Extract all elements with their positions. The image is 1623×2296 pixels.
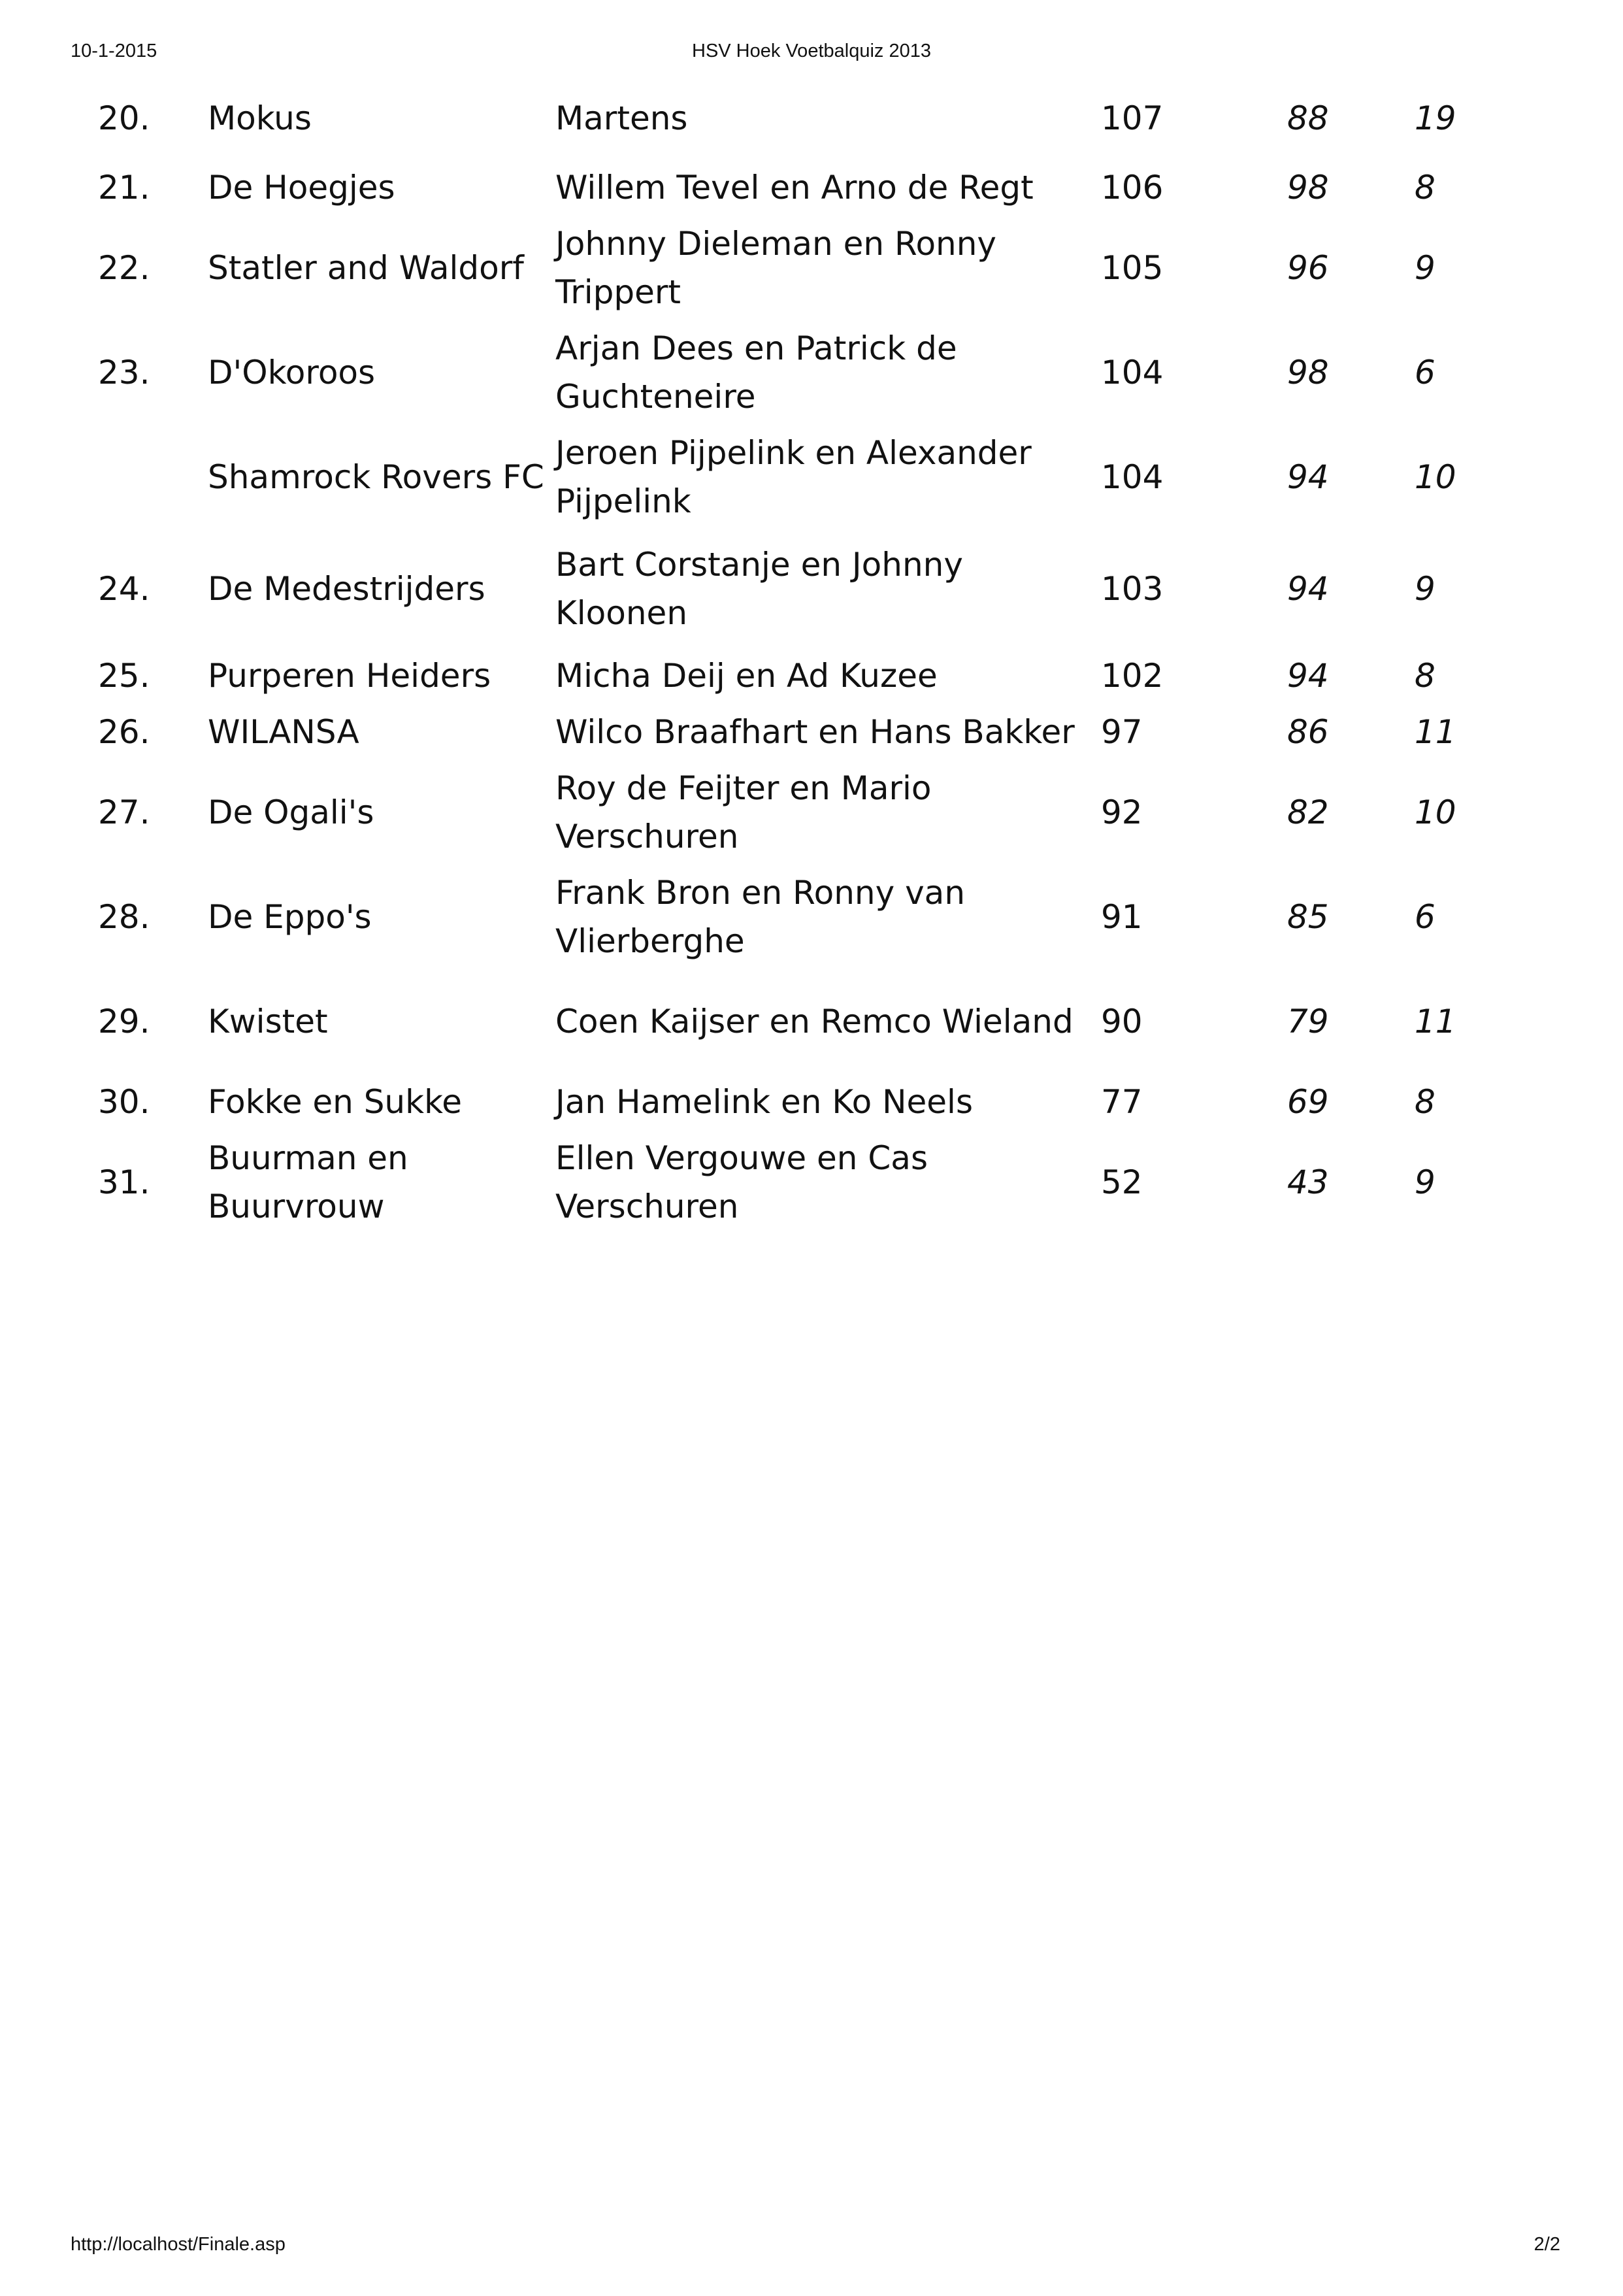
table-row	[0, 704, 1623, 760]
rank-cell: 30.	[98, 1083, 150, 1121]
table-row	[0, 648, 1623, 704]
team-cell: De Hoegjes	[208, 169, 395, 207]
page-title: HSV Hoek Voetbalquiz 2013	[692, 41, 931, 61]
table-row	[0, 529, 1623, 648]
rank-cell: 25.	[98, 657, 150, 695]
players-cell: Ellen Vergouwe en Cas Verschuren	[555, 1139, 928, 1225]
players-cell: Frank Bron en Ronny van Vlierberghe	[555, 874, 966, 960]
players-cell: Martens	[555, 99, 688, 137]
rank-cell: 29.	[98, 1003, 150, 1040]
total-cell: 52	[1101, 1163, 1143, 1201]
score-b-cell: 9	[1415, 249, 1435, 287]
team-cell: Mokus	[208, 99, 312, 137]
table-row	[0, 320, 1623, 425]
score-b-cell: 10	[1415, 458, 1456, 496]
total-cell: 90	[1101, 1003, 1143, 1040]
total-cell: 91	[1101, 898, 1143, 936]
players-cell: Roy de Feijter en Mario Verschuren	[555, 769, 932, 856]
print-date: 10-1-2015	[71, 41, 157, 61]
total-cell: 107	[1101, 99, 1164, 137]
score-a-cell: 85	[1287, 898, 1329, 936]
players-cell: Wilco Braafhart en Hans Bakker	[555, 713, 1075, 751]
team-cell: Shamrock Rovers FC	[208, 458, 544, 496]
score-a-cell: 88	[1287, 99, 1329, 137]
score-a-cell: 96	[1287, 249, 1329, 287]
page-number: 2/2	[1533, 2234, 1560, 2255]
score-b-cell: 6	[1415, 898, 1435, 936]
table-row	[0, 865, 1623, 969]
score-a-cell: 43	[1287, 1163, 1329, 1201]
team-cell: Kwistet	[208, 1003, 328, 1040]
rank-cell	[98, 425, 208, 529]
table-row	[0, 760, 1623, 865]
players-cell: Willem Tevel en Arno de Regt	[555, 169, 1034, 207]
print-header	[0, 41, 1623, 67]
score-a-cell: 98	[1287, 354, 1329, 391]
score-b-cell: 9	[1415, 569, 1435, 608]
total-cell: 106	[1101, 169, 1164, 207]
rank-cell: 28.	[98, 898, 150, 936]
total-cell: 103	[1101, 569, 1164, 608]
total-cell: 102	[1101, 657, 1164, 695]
team-cell: De Eppo's	[208, 898, 372, 936]
table-row	[0, 969, 1623, 1074]
score-b-cell: 19	[1415, 99, 1456, 137]
rank-cell: 31.	[98, 1163, 150, 1201]
players-cell: Bart Corstanje en Johnny Kloonen	[555, 545, 963, 632]
rank-cell: 27.	[98, 793, 150, 831]
table-row	[0, 216, 1623, 320]
players-cell: Arjan Dees en Patrick de Guchteneire	[555, 329, 957, 416]
players-cell: Coen Kaijser en Remco Wieland	[555, 1003, 1074, 1040]
score-a-cell: 82	[1287, 793, 1329, 831]
total-cell: 105	[1101, 249, 1164, 287]
total-cell: 92	[1101, 793, 1143, 831]
total-cell: 104	[1101, 354, 1164, 391]
table-row	[0, 1074, 1623, 1130]
score-b-cell: 11	[1415, 1003, 1456, 1040]
rank-cell: 21.	[98, 169, 150, 207]
score-b-cell: 9	[1415, 1163, 1435, 1201]
rank-cell: 22.	[98, 249, 150, 287]
team-cell: WILANSA	[208, 713, 359, 751]
score-a-cell: 94	[1287, 657, 1329, 695]
results-table	[0, 77, 1623, 1235]
team-cell: Statler and Waldorf	[208, 249, 524, 287]
team-cell: De Medestrijders	[208, 569, 485, 608]
score-b-cell: 10	[1415, 793, 1456, 831]
score-b-cell: 11	[1415, 713, 1456, 751]
score-b-cell: 6	[1415, 354, 1435, 391]
score-b-cell: 8	[1415, 169, 1435, 207]
team-cell: Purperen Heiders	[208, 657, 491, 695]
total-cell: 104	[1101, 458, 1164, 496]
players-cell: Jan Hamelink en Ko Neels	[555, 1083, 973, 1121]
players-cell: Micha Deij en Ad Kuzee	[555, 657, 938, 695]
score-a-cell: 94	[1287, 569, 1329, 608]
total-cell: 97	[1101, 713, 1143, 751]
rank-cell: 26.	[98, 713, 150, 751]
score-b-cell: 8	[1415, 1083, 1435, 1121]
rank-cell: 20.	[98, 99, 150, 137]
total-cell: 77	[1101, 1083, 1143, 1121]
print-footer	[0, 2234, 1623, 2260]
table-row	[0, 159, 1623, 216]
page-url: http://localhost/Finale.asp	[71, 2234, 286, 2255]
rank-cell: 23.	[98, 354, 150, 391]
score-b-cell: 8	[1415, 657, 1435, 695]
score-a-cell: 79	[1287, 1003, 1329, 1040]
team-cell: Buurman en Buurvrouw	[208, 1139, 408, 1225]
score-a-cell: 98	[1287, 169, 1329, 207]
players-cell: Jeroen Pijpelink en Alexander Pijpelink	[555, 434, 1032, 520]
table-row	[0, 77, 1623, 159]
players-cell: Johnny Dieleman en Ronny Trippert	[555, 225, 997, 311]
score-a-cell: 94	[1287, 458, 1329, 496]
score-a-cell: 69	[1287, 1083, 1329, 1121]
team-cell: D'Okoroos	[208, 354, 376, 391]
team-cell: De Ogali's	[208, 793, 374, 831]
team-cell: Fokke en Sukke	[208, 1083, 463, 1121]
table-row	[0, 1130, 1623, 1235]
table-row	[0, 425, 1623, 529]
rank-cell: 24.	[98, 569, 150, 608]
score-a-cell: 86	[1287, 713, 1329, 751]
